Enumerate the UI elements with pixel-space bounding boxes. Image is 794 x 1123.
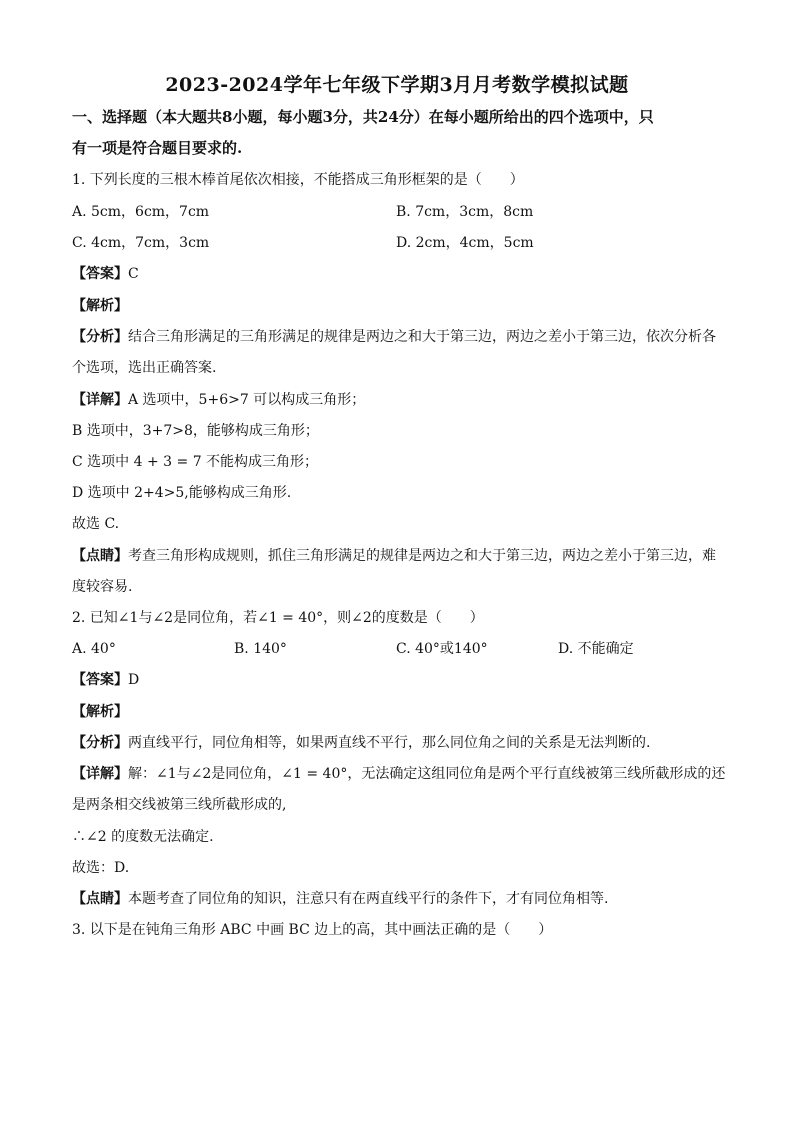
- q1-stem: 1. 下列长度的三根木棒首尾依次相接，不能搭成三角形框架的是（ ）: [72, 172, 524, 188]
- q2-option-d: D. 不能确定: [558, 641, 634, 657]
- q1-fenxi-text-1: 结合三角形满足的三角形满足的规律是两边之和大于第三边，两边之差小于第三边，依次分析各: [128, 329, 716, 345]
- q1-answer: C: [128, 266, 139, 282]
- q2-fenxi-row: [72, 733, 650, 753]
- q2-option-b: B. 140°: [234, 641, 287, 657]
- q1-answer-tag: 【答案】: [72, 266, 128, 282]
- q1-answer-row: [72, 264, 139, 284]
- q1-conclusion: 故选 C.: [72, 516, 120, 532]
- q2-analysis-tag: 【解析】: [72, 704, 128, 720]
- q1-option-c: C. 4cm，7cm，3cm: [72, 235, 210, 251]
- q2-option-c: C. 40°或140°: [396, 641, 488, 657]
- q2-answer-row: [72, 670, 139, 690]
- section-heading-line-1: 一、选择题（本大题共8小题，每小题3分，共24分）在每小题所给出的四个选项中，只: [72, 108, 654, 126]
- q2-stem: 2. 已知∠1与∠2是同位角，若∠1 = 40°，则∠2的度数是（ ）: [72, 610, 484, 626]
- page-title: 2023-2024学年七年级下学期3月月考数学模拟试题: [165, 74, 629, 96]
- q2-answer: D: [128, 672, 140, 688]
- q1-fenxi-tag: 【分析】: [72, 329, 128, 345]
- q2-conclusion: 故选：D.: [72, 860, 130, 876]
- q1-xiangjie-line-4: D 选项中 2+4>5,能够构成三角形.: [72, 485, 292, 501]
- q1-dianjing-row: [72, 546, 716, 566]
- q1-xiangjie-line-1: A 选项中，5+6>7 可以构成三角形；: [128, 392, 366, 408]
- q1-xiangjie-line-3: C 选项中 4 + 3 = 7 不能构成三角形；: [72, 454, 319, 470]
- q2-xiangjie-line-3: ∴∠2 的度数无法确定.: [72, 829, 214, 845]
- q2-xiangjie-line-2: 是两条相交线被第三线所截形成的,: [72, 797, 287, 813]
- q1-xiangjie-row: [72, 390, 365, 410]
- q3-stem: 3. 以下是在钝角三角形 ABC 中画 BC 边上的高，其中画法正确的是（ ）: [72, 922, 553, 938]
- q1-dianjing-text-1: 考查三角形构成规则，抓住三角形满足的规律是两边之和大于第三边，两边之差小于第三边，难: [128, 548, 716, 564]
- q2-answer-tag: 【答案】: [72, 672, 128, 688]
- q1-analysis-tag: 【解析】: [72, 298, 128, 314]
- q1-fenxi-text-2: 个选项，选出正确答案.: [72, 360, 217, 376]
- q1-fenxi-row: [72, 327, 716, 347]
- q1-xiangjie-line-2: B 选项中，3+7>8，能够构成三角形；: [72, 423, 319, 439]
- q1-xiangjie-tag: 【详解】: [72, 392, 128, 408]
- q2-xiangjie-tag: 【详解】: [72, 766, 128, 782]
- q2-fenxi-tag: 【分析】: [72, 735, 128, 751]
- q1-dianjing-text-2: 度较容易.: [72, 579, 133, 595]
- q2-xiangjie-row: [72, 764, 725, 784]
- q2-dianjing-text: 本题考查了同位角的知识，注意只有在两直线平行的条件下，才有同位角相等.: [128, 891, 609, 907]
- q1-dianjing-tag: 【点睛】: [72, 548, 128, 564]
- q1-option-b: B. 7cm，3cm，8cm: [396, 204, 534, 220]
- q2-option-a: A. 40°: [72, 641, 116, 657]
- q1-option-a: A. 5cm，6cm，7cm: [72, 204, 210, 220]
- q2-fenxi-text: 两直线平行，同位角相等，如果两直线不平行，那么同位角之间的关系是无法判断的.: [128, 735, 651, 751]
- q2-dianjing-row: [72, 889, 608, 909]
- q2-dianjing-tag: 【点睛】: [72, 891, 128, 907]
- section-heading-line-2: 有一项是符合题目要求的.: [72, 139, 243, 157]
- q2-xiangjie-line-1: 解：∠1与∠2是同位角，∠1 = 40°，无法确定这组同位角是两个平行直线被第三线所截形成的还: [128, 766, 726, 782]
- q1-option-d: D. 2cm，4cm，5cm: [396, 235, 534, 251]
